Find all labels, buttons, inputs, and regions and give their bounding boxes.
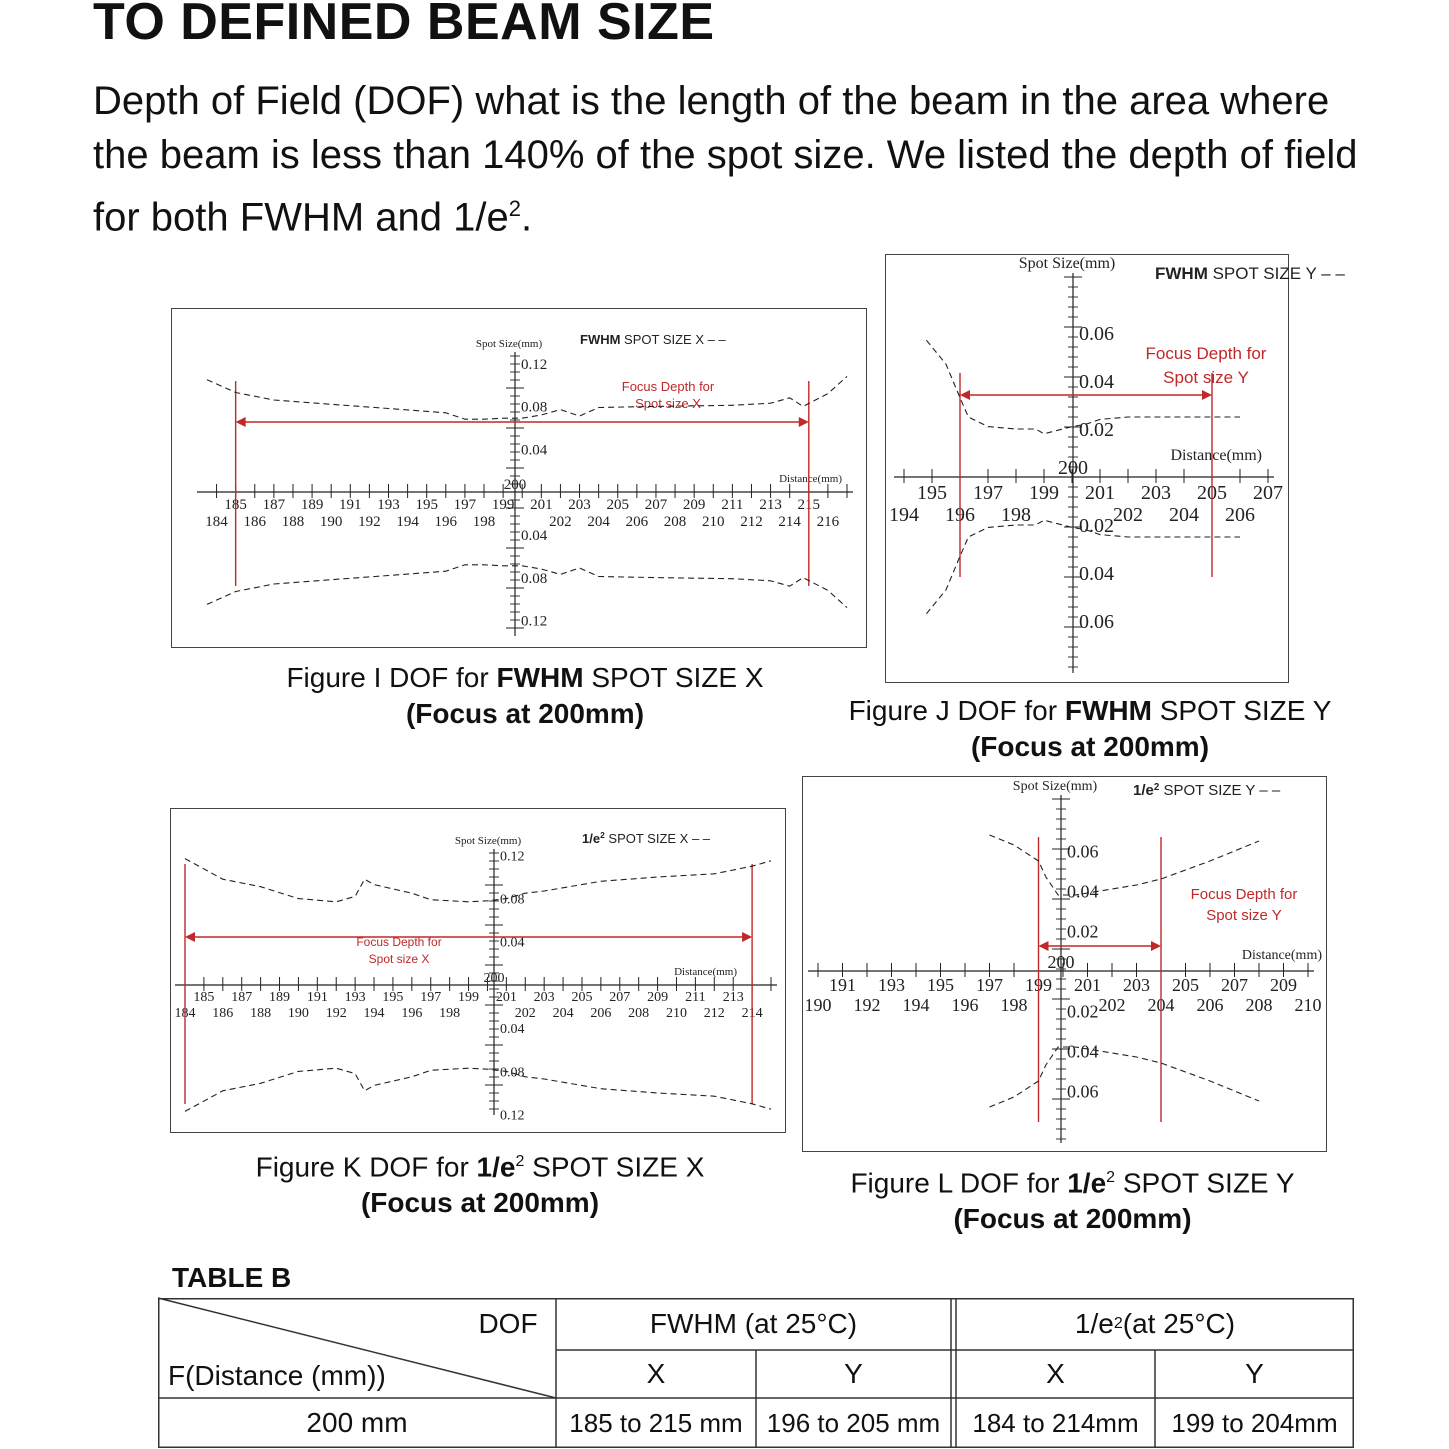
x-tick-label: 210 [702, 514, 725, 530]
x-tick-label: 204 [587, 514, 610, 530]
x-tick-label: 196 [945, 504, 975, 526]
table-title: TABLE B [172, 1262, 292, 1293]
x-tick-label: 195 [382, 990, 404, 1005]
x-tick-label: 202 [514, 1006, 536, 1021]
figure-j-caption [840, 693, 1340, 765]
y-tick-label: 0.04 [1067, 1041, 1099, 1062]
x-tick-label: 194 [363, 1006, 385, 1021]
y-tick-label: 0.06 [1067, 1081, 1099, 1102]
x-tick-label: 210 [665, 1006, 687, 1021]
x-tick-label: 216 [816, 514, 840, 530]
x-tick-label: 205 [1172, 975, 1199, 995]
x-tick-label: 185 [193, 990, 215, 1005]
x-tick-label: 201 [1085, 482, 1115, 504]
intro-superscript: 2 [508, 196, 521, 221]
dof-arrow-head-right [1151, 941, 1161, 951]
figure-j-svg [886, 255, 1345, 682]
x-tick-label: 209 [682, 497, 706, 513]
x-tick-label: 188 [281, 514, 305, 530]
figure-k-caption [180, 1144, 780, 1221]
x-tick-label: 198 [1001, 504, 1031, 526]
x-tick-label: 192 [853, 995, 881, 1015]
x-tick-label: 184 [174, 1006, 196, 1021]
x-tick-label: 192 [358, 514, 381, 530]
x-tick-label: 197 [976, 975, 1003, 995]
legend-label: $1/e^2$ SPOT SIZE Y – – [1133, 781, 1281, 799]
intro-text: Depth of Field (DOF) what is the length of the beam in the area where the beam is less than 140% of the spot size. We listed the depth of field for both FWHM and 1/e [93, 79, 1358, 240]
figure-k-caption-line1: Figure K DOF for $1/e^2$ SPOT SIZE X [255, 1151, 705, 1183]
x-tick-label: 204 [552, 1006, 574, 1021]
figure-j-caption-line1: Figure J DOF for FWHM SPOT SIZE Y [848, 695, 1332, 726]
x-tick-label: 206 [590, 1006, 612, 1021]
annotation-text: Spot size X [635, 396, 701, 411]
annotation-text: Spot size Y [1163, 368, 1249, 387]
y-axis-title: Spot Size(mm) [1012, 779, 1098, 794]
y-tick-label: 0.06 [1067, 841, 1099, 862]
x-tick-label: 212 [703, 1006, 725, 1021]
x-tick-label: 214 [741, 1006, 763, 1021]
beam-profile-lower [185, 1068, 771, 1111]
x-axis-title: Distance(mm) [779, 473, 842, 485]
x-tick-label: 199 [491, 497, 515, 513]
x-tick-label: 190 [804, 995, 832, 1015]
y-tick-label: 0.04 [1079, 563, 1114, 585]
x-tick-label: 213 [722, 990, 744, 1005]
figure-l-caption [800, 1160, 1345, 1237]
x-axis-title: Distance(mm) [674, 966, 737, 978]
table-head-e2-x: X [1046, 1358, 1065, 1389]
figure-l-chart [802, 776, 1327, 1152]
table-row-label: 200 mm [306, 1407, 408, 1438]
table-value-e2-x: 184 to 214mm [972, 1407, 1139, 1438]
x-tick-label: 196 [434, 514, 458, 530]
y-tick-label: 0.06 [1079, 611, 1114, 633]
x-tick-label: 194 [396, 514, 419, 530]
x-tick-label: 190 [287, 1006, 309, 1021]
x-tick-label: 198 [439, 1006, 461, 1021]
legend-label: $1/e^2$ SPOT SIZE X – – [582, 830, 711, 846]
x-tick-label: 212 [740, 514, 763, 530]
x-tick-label: 186 [243, 514, 267, 530]
dof-table [158, 1298, 1354, 1448]
x-tick-label: 211 [721, 497, 744, 513]
x-tick-label: 192 [325, 1006, 347, 1021]
x-tick-label: 197 [973, 482, 1003, 504]
y-tick-label: 0.04 [1067, 881, 1099, 902]
annotation-text: Focus Depth for [1190, 886, 1298, 903]
x-tick-label: 214 [778, 514, 801, 530]
center-label: 200 [1047, 952, 1075, 972]
x-tick-label: 199 [458, 990, 480, 1005]
x-tick-label: 204 [1147, 995, 1175, 1015]
figure-j-chart [885, 254, 1345, 683]
x-tick-label: 207 [609, 990, 631, 1005]
x-tick-label: 202 [1113, 504, 1143, 526]
figure-j-caption-line2: (Focus at 200mm) [970, 731, 1210, 762]
x-tick-label: 205 [606, 497, 629, 513]
x-tick-label: 203 [1123, 975, 1150, 995]
y-tick-label: 0.12 [500, 849, 525, 865]
x-tick-label: 201 [1074, 975, 1101, 995]
x-tick-label: 209 [1270, 975, 1297, 995]
y-tick-label: 0.08 [521, 399, 548, 416]
table-head-e2-y: Y [1245, 1358, 1264, 1389]
y-tick-label: 0.04 [500, 935, 525, 951]
dof-arrow-head-left [1039, 941, 1049, 951]
x-tick-label: 202 [549, 514, 572, 530]
annotation-text: Focus Depth for [621, 379, 715, 394]
x-tick-label: 194 [889, 504, 919, 526]
x-tick-label: 213 [759, 497, 782, 513]
x-tick-label: 207 [1253, 482, 1283, 504]
x-tick-label: 190 [319, 514, 343, 530]
x-tick-label: 201 [495, 990, 517, 1005]
y-tick-label: 0.12 [521, 613, 548, 630]
x-tick-label: 205 [1197, 482, 1227, 504]
y-tick-label: 0.04 [1079, 371, 1114, 393]
figure-k-caption-line2: (Focus at 200mm) [360, 1187, 600, 1219]
x-tick-label: 189 [300, 497, 324, 513]
y-tick-label: 0.06 [1079, 323, 1114, 345]
x-tick-label: 215 [797, 497, 821, 513]
table-head-e2: 1/e 2 (at 25°C) [1074, 1308, 1236, 1339]
x-tick-label: 189 [269, 990, 291, 1005]
legend-label: FWHM SPOT SIZE Y – – [1155, 264, 1345, 283]
y-tick-label: 0.12 [500, 1108, 525, 1124]
x-tick-label: 191 [306, 990, 328, 1005]
x-tick-label: 209 [647, 990, 669, 1005]
y-tick-label: 0.02 [1067, 921, 1099, 942]
dof-arrow-head-right [1202, 390, 1212, 400]
x-tick-label: 206 [1196, 995, 1224, 1015]
x-tick-label: 196 [951, 995, 979, 1015]
x-tick-label: 195 [415, 497, 438, 513]
beam-profile-upper [185, 859, 771, 902]
x-tick-label: 185 [224, 497, 247, 513]
x-tick-label: 204 [1169, 504, 1199, 526]
table-value-fwhm-x: 185 to 215 mm [569, 1407, 743, 1438]
x-tick-label: 184 [205, 514, 228, 530]
x-tick-label: 202 [1098, 995, 1126, 1015]
table-head-fwhm-x: X [646, 1358, 666, 1389]
x-tick-label: 193 [344, 990, 366, 1005]
x-tick-label: 194 [902, 995, 930, 1015]
x-tick-label: 195 [917, 482, 947, 504]
x-tick-label: 206 [1225, 504, 1255, 526]
x-tick-label: 206 [625, 514, 649, 530]
table-head-fwhm: FWHM (at 25°C) [649, 1308, 858, 1339]
x-tick-label: 196 [401, 1006, 423, 1021]
x-tick-label: 208 [1245, 995, 1273, 1015]
y-tick-label: 0.02 [1079, 419, 1114, 441]
x-tick-label: 207 [1221, 975, 1248, 995]
y-tick-label: 0.04 [500, 1022, 525, 1038]
center-label: 200 [483, 971, 505, 986]
x-tick-label: 187 [262, 497, 286, 513]
x-tick-label: 195 [927, 975, 954, 995]
x-axis-title: Distance(mm) [1241, 948, 1322, 963]
beam-profile-lower [990, 1047, 1260, 1107]
y-axis-title: Spot Size(mm) [475, 338, 543, 350]
dof-arrow-head-right [799, 417, 809, 427]
x-tick-label: 203 [533, 990, 555, 1005]
dof-arrow-head-left [960, 390, 970, 400]
x-tick-label: 188 [250, 1006, 272, 1021]
y-axis-title: Spot Size(mm) [454, 835, 522, 847]
annotation-text: Spot size X [368, 952, 430, 966]
x-tick-label: 199 [1029, 482, 1059, 504]
y-tick-label: 0.04 [521, 528, 548, 545]
figure-i-chart [171, 308, 867, 648]
intro-end: . [520, 195, 533, 240]
table-value-fwhm-y: 196 to 205 mm [766, 1407, 941, 1438]
x-tick-label: 197 [420, 990, 442, 1005]
x-tick-label: 197 [453, 497, 477, 513]
dof-arrow-head-left [185, 932, 195, 942]
annotation-text: Focus Depth for [356, 935, 442, 949]
x-tick-label: 199 [1025, 975, 1052, 995]
figure-k-svg [171, 809, 785, 1132]
x-tick-label: 191 [829, 975, 856, 995]
figure-l-caption-line1: Figure L DOF for $1/e^2$ SPOT SIZE Y [850, 1167, 1295, 1199]
x-tick-label: 203 [1141, 482, 1171, 504]
x-tick-label: 208 [663, 514, 687, 530]
x-tick-label: 207 [644, 497, 668, 513]
annotation-text: Focus Depth for [1145, 344, 1267, 363]
y-tick-label: 0.12 [521, 356, 548, 373]
figure-i-svg [172, 309, 866, 647]
page-title: TO DEFINED BEAM SIZE [93, 0, 715, 51]
figure-i-caption-line1: Figure I DOF for FWHM SPOT SIZE X [286, 662, 764, 693]
x-tick-label: 210 [1294, 995, 1322, 1015]
x-tick-label: 201 [530, 497, 553, 513]
table-value-e2-y: 199 to 204mm [1171, 1407, 1338, 1438]
center-label: 200 [503, 477, 527, 493]
x-tick-label: 186 [212, 1006, 234, 1021]
y-tick-label: 0.08 [500, 1065, 525, 1081]
figure-i-caption [200, 660, 850, 732]
x-tick-label: 193 [377, 497, 400, 513]
y-tick-label: 0.02 [1067, 1001, 1099, 1022]
annotation-text: Spot size Y [1206, 907, 1282, 924]
x-axis-title: Distance(mm) [1170, 447, 1262, 464]
x-tick-label: 187 [231, 990, 253, 1005]
legend-label: FWHM SPOT SIZE X – – [580, 332, 726, 347]
x-tick-label: 211 [685, 990, 706, 1005]
dof-arrow-head-right [742, 932, 752, 942]
x-tick-label: 193 [878, 975, 905, 995]
x-tick-label: 191 [339, 497, 362, 513]
y-axis-title: Spot Size(mm) [1018, 255, 1116, 272]
x-tick-label: 203 [568, 497, 591, 513]
figure-k-chart [170, 808, 786, 1133]
y-tick-label: 0.08 [500, 892, 525, 908]
y-tick-label: 0.04 [521, 442, 548, 459]
table-corner-dof: DOF [478, 1308, 538, 1339]
figure-i-caption-line2: (Focus at 200mm) [405, 698, 645, 729]
x-tick-label: 198 [1000, 995, 1028, 1015]
x-tick-label: 205 [571, 990, 593, 1005]
figure-l-svg [803, 777, 1326, 1151]
x-tick-label: 198 [472, 514, 496, 530]
table-head-fwhm-y: Y [844, 1358, 863, 1389]
intro-paragraph [93, 74, 1393, 244]
dof-arrow-head-left [236, 417, 246, 427]
figure-l-caption-line2: (Focus at 200mm) [953, 1203, 1192, 1235]
center-label: 200 [1058, 457, 1088, 479]
x-tick-label: 208 [628, 1006, 650, 1021]
y-tick-label: 0.08 [521, 570, 548, 587]
y-tick-label: 0.02 [1079, 515, 1114, 537]
table-corner-distance: F(Distance (mm)) [168, 1360, 386, 1391]
